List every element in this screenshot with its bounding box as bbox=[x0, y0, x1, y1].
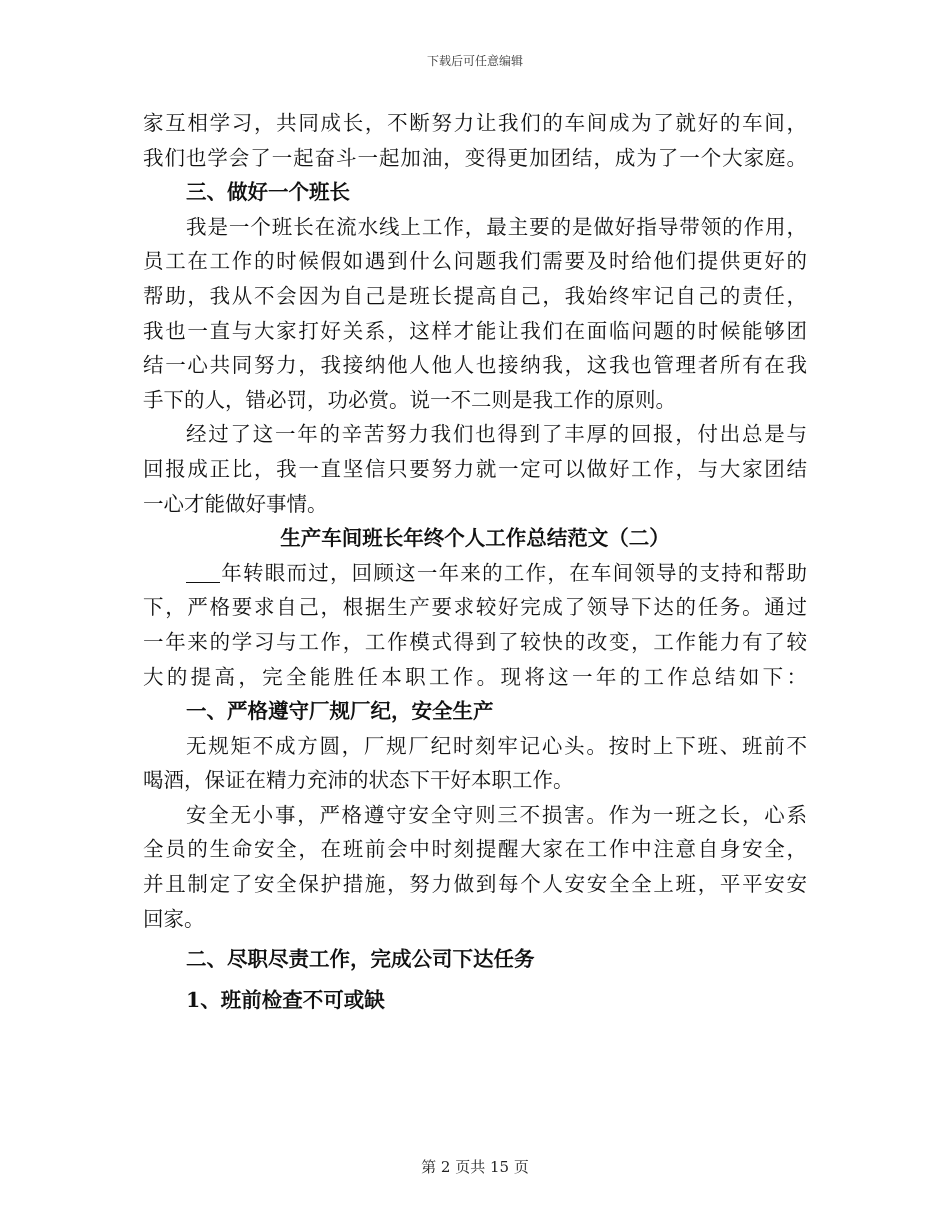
text-line-content: 年转眼而过，回顾这一年来的工作，在车间领导的支持和帮助 bbox=[220, 560, 807, 585]
text-line: 喝酒，保证在精力充沛的状态下干好本职工作。 bbox=[143, 768, 574, 793]
text-line: 结一心共同努力，我接纳他人他人也接纳我，这我也管理者所有在我 bbox=[143, 353, 807, 378]
page-header: 下载后可任意编辑 bbox=[426, 54, 523, 68]
text-line: 帮助，我从不会因为自己是班长提高自己，我始终牢记自己的责任， bbox=[143, 283, 807, 308]
text-line: 下，严格要求自己，根据生产要求较好完成了领导下达的任务。通过 bbox=[143, 595, 807, 620]
page-footer: 第 2 页共 15 页 bbox=[421, 1158, 529, 1176]
text-line: 我也一直与大家打好关系，这样才能让我们在面临问题的时候能够团 bbox=[143, 318, 807, 343]
article-title: 生产车间班长年终个人工作总结范文（二） bbox=[280, 526, 670, 551]
section-heading: 二、尽职尽责工作，完成公司下达任务 bbox=[186, 947, 535, 972]
text-line: 我们也学会了一起奋斗一起加油，变得更加团结，成为了一个大家庭。 bbox=[143, 145, 807, 170]
fill-in-blank bbox=[186, 562, 220, 583]
text-line: 回家。 bbox=[143, 906, 205, 931]
document-body bbox=[143, 106, 807, 1017]
text-line: 大的提高，完全能胜任本职工作。现将这一年的工作总结如下： bbox=[143, 664, 807, 689]
text-line bbox=[143, 556, 807, 591]
text-line: 我是一个班长在流水线上工作，最主要的是做好指导带领的作用， bbox=[186, 214, 807, 239]
text-line: 手下的人，错必罚，功必赏。说一不二则是我工作的原则。 bbox=[143, 387, 676, 412]
text-line: 无规矩不成方圆，厂规厂纪时刻牢记心头。按时上下班、班前不 bbox=[186, 733, 807, 758]
text-line: 全员的生命安全，在班前会中时刻提醒大家在工作中注意自身安全， bbox=[143, 837, 807, 862]
text-line: 经过了这一年的辛苦努力我们也得到了丰厚的回报，付出总是与 bbox=[186, 422, 807, 447]
text-line: 家互相学习，共同成长，不断努力让我们的车间成为了就好的车间， bbox=[143, 111, 807, 135]
section-heading: 一、严格遵守厂规厂纪，安全生产 bbox=[186, 699, 494, 724]
text-line: 一心才能做好事情。 bbox=[143, 491, 328, 516]
subsection-heading: 1、班前检查不可或缺 bbox=[186, 987, 385, 1012]
text-line: 回报成正比，我一直坚信只要努力就一定可以做好工作，与大家团结 bbox=[143, 456, 807, 481]
text-line: 员工在工作的时候假如遇到什么问题我们需要及时给他们提供更好的 bbox=[143, 249, 807, 274]
section-heading: 三、做好一个班长 bbox=[186, 180, 350, 205]
text-line: 一年来的学习与工作，工作模式得到了较快的改变，工作能力有了较 bbox=[143, 629, 807, 654]
text-line: 安全无小事，严格遵守安全守则三不损害。作为一班之长，心系 bbox=[186, 802, 807, 827]
text-line: 并且制定了安全保护措施，努力做到每个人安安全全上班，平平安安 bbox=[143, 872, 807, 897]
